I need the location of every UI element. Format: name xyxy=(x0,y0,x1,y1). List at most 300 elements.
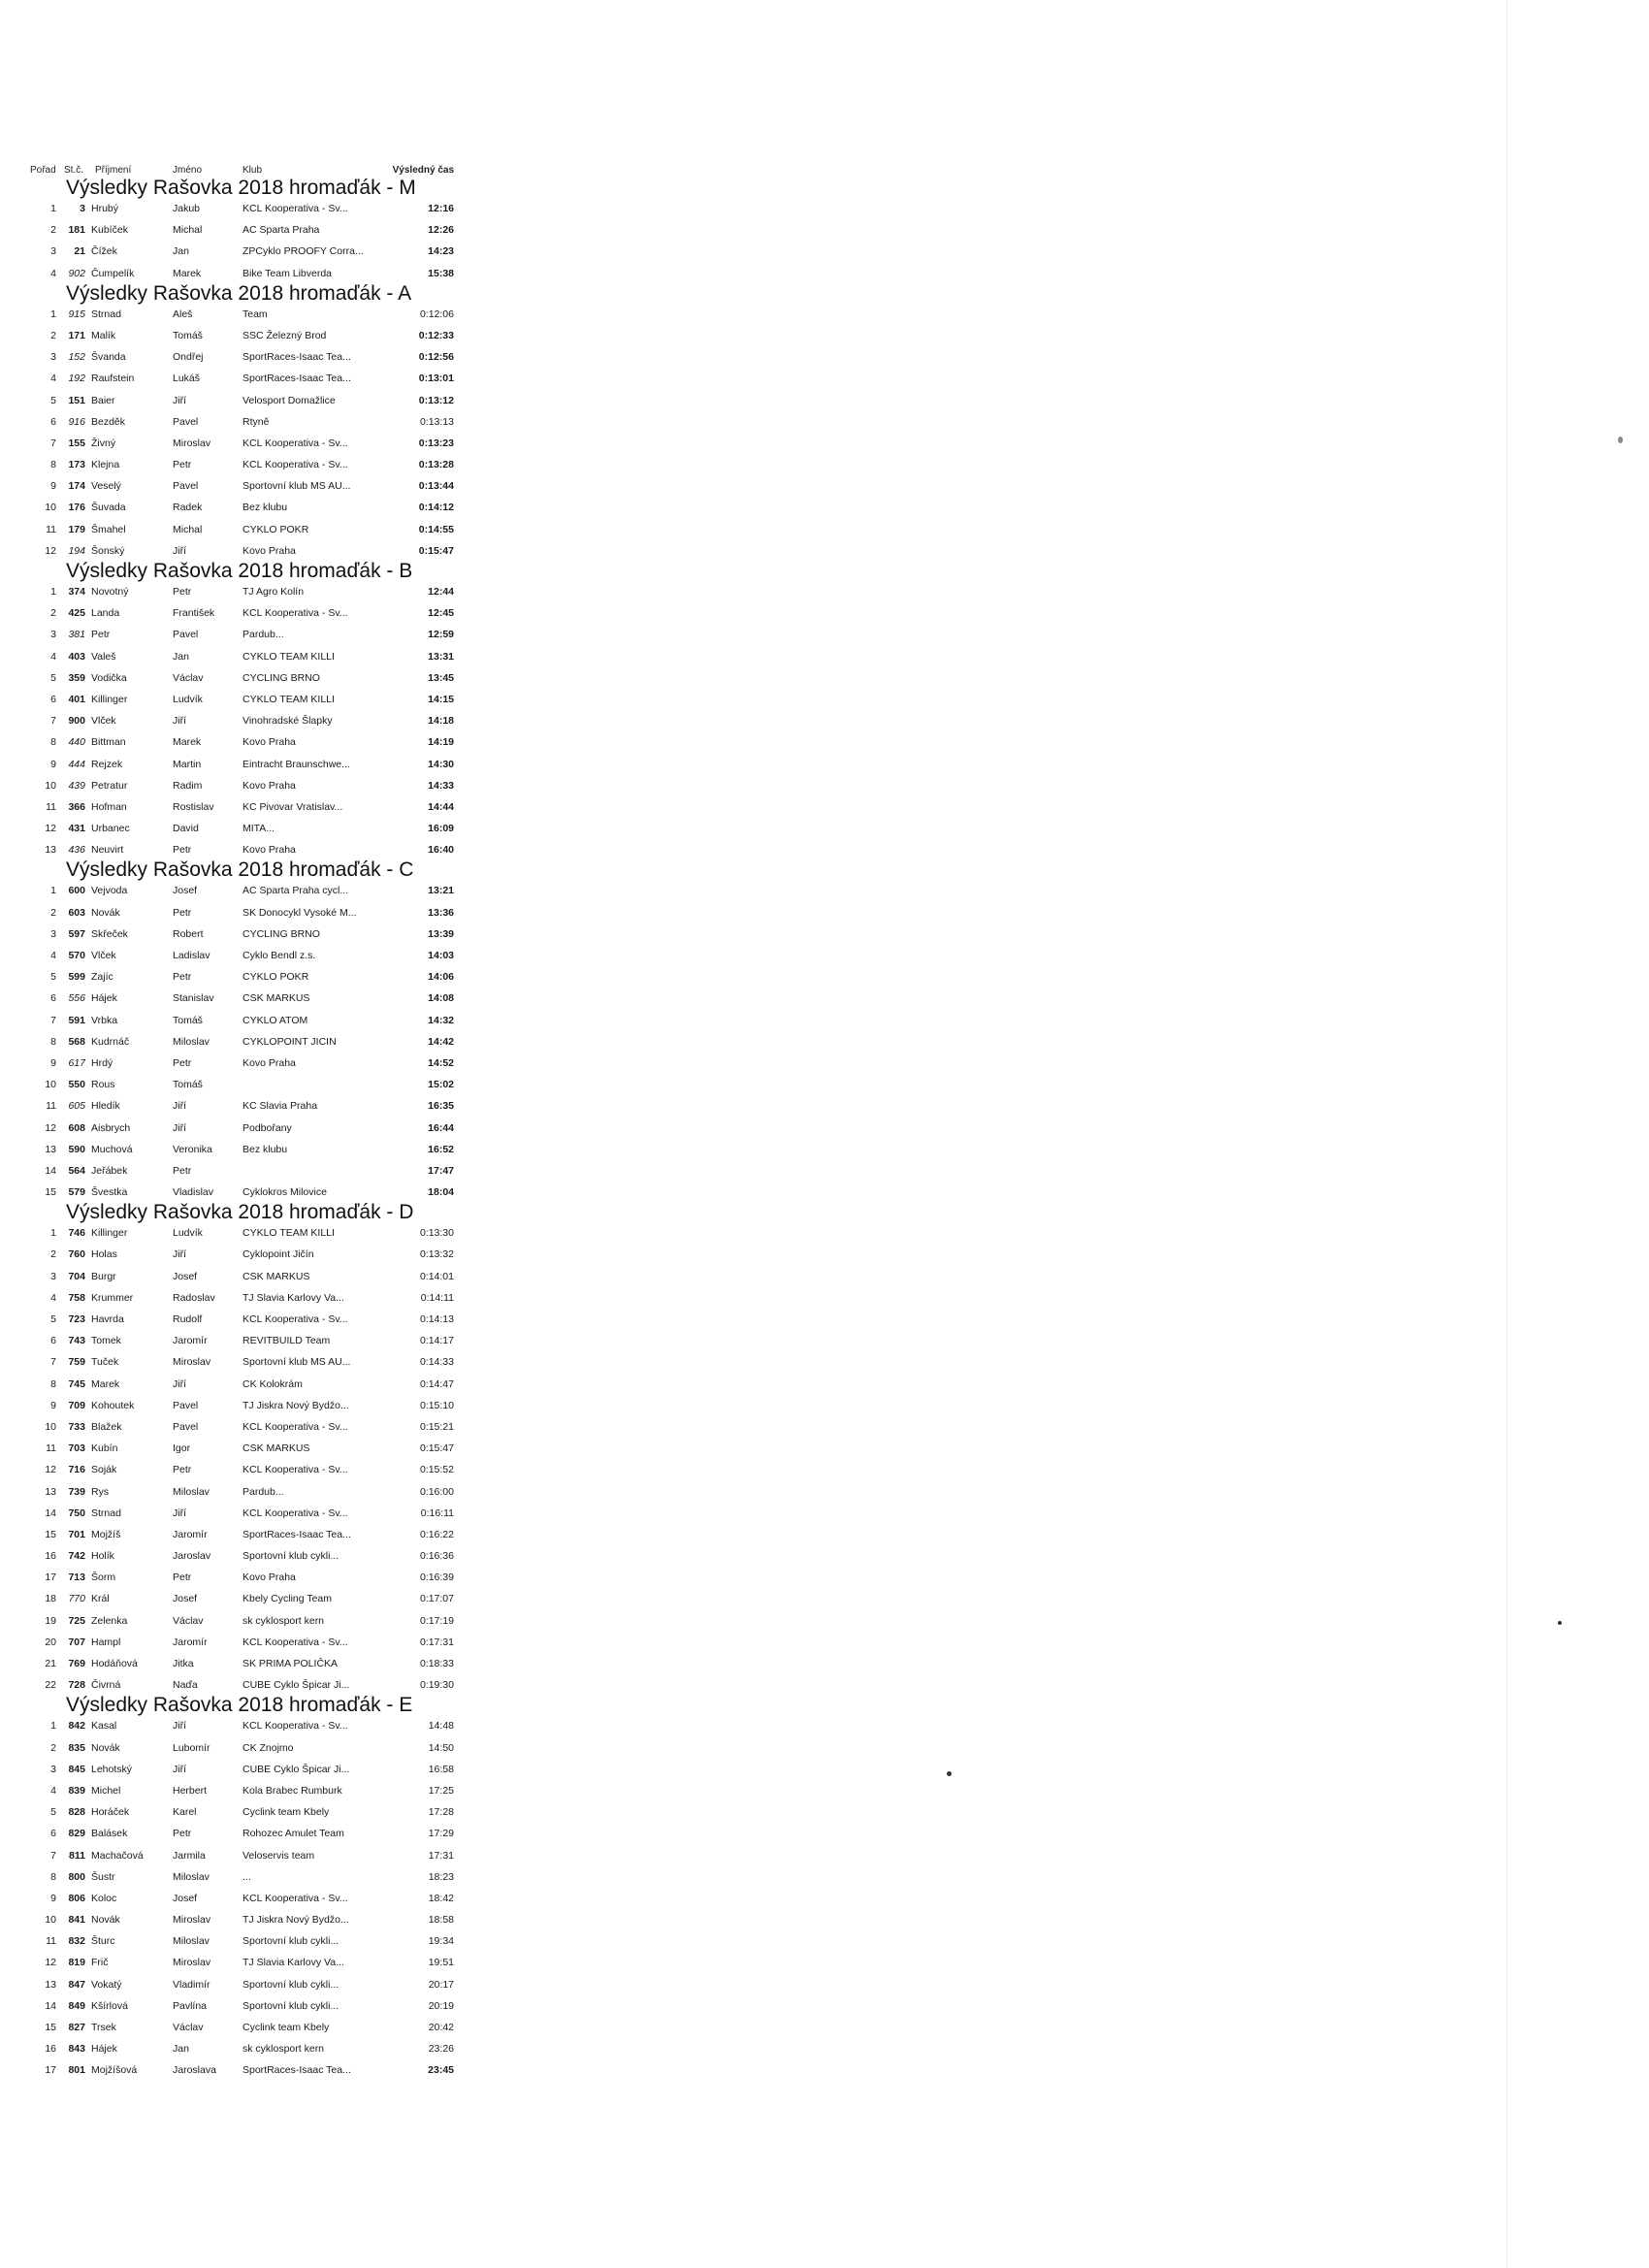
club-cell: Cyclink team Kbely xyxy=(242,2022,330,2033)
surname-cell: Vokatý xyxy=(91,1978,122,1991)
result-row xyxy=(27,2038,454,2059)
start-number-cell: 707 xyxy=(68,1636,85,1648)
surname-cell: Kohoutek xyxy=(91,1399,135,1411)
position-cell: 3 xyxy=(50,629,56,641)
firstname-cell: Aleš xyxy=(173,308,193,320)
firstname-cell: Pavel xyxy=(173,629,199,641)
position-cell: 12 xyxy=(45,1957,56,1969)
position-cell: 11 xyxy=(46,1100,56,1113)
result-row xyxy=(27,988,454,1009)
firstname-cell: Miloslav xyxy=(173,1035,210,1048)
time-cell: 13:31 xyxy=(428,650,454,663)
club-cell: CSK MARKUS xyxy=(242,1442,310,1455)
time-cell: 14:06 xyxy=(428,971,454,984)
column-header xyxy=(27,165,454,178)
time-cell: 0:13:23 xyxy=(418,437,454,449)
surname-cell: Hledík xyxy=(91,1100,120,1113)
surname-cell: Hampl xyxy=(91,1636,121,1648)
club-cell: KCL Kooperativa - Sv... xyxy=(242,1313,348,1325)
result-row xyxy=(27,263,454,284)
position-cell: 12 xyxy=(45,1464,56,1476)
start-number-cell: 701 xyxy=(68,1528,85,1540)
result-row xyxy=(27,796,454,818)
surname-cell: Killinger xyxy=(91,1227,128,1240)
start-number-cell: 847 xyxy=(68,1978,85,1991)
time-cell: 18:04 xyxy=(428,1186,454,1199)
firstname-cell: Rostislav xyxy=(173,800,214,813)
surname-cell: Kubín xyxy=(91,1442,118,1455)
club-cell: SportRaces-Isaac Tea... xyxy=(242,1528,351,1540)
result-row xyxy=(27,1888,454,1909)
surname-cell: Čumpelík xyxy=(91,267,135,279)
position-cell: 11 xyxy=(46,523,56,535)
surname-cell: Hofman xyxy=(91,800,127,813)
start-number-cell: 550 xyxy=(68,1079,85,1091)
firstname-cell: Rudolf xyxy=(173,1313,203,1325)
firstname-cell: Petr xyxy=(173,906,192,919)
club-cell: KCL Kooperativa - Sv... xyxy=(242,1636,348,1648)
start-number-cell: 845 xyxy=(68,1763,85,1775)
position-cell: 7 xyxy=(50,1356,56,1369)
club-cell: Bike Team Libverda xyxy=(242,267,333,279)
start-number-cell: 570 xyxy=(68,950,85,961)
time-cell: 0:15:47 xyxy=(419,1442,454,1455)
club-cell: SK PRIMA POLIČKA xyxy=(242,1658,339,1669)
scan-edge-line xyxy=(1506,0,1507,2268)
firstname-cell: Robert xyxy=(173,927,204,940)
club-cell: KCL Kooperativa - Sv... xyxy=(242,1420,348,1433)
firstname-cell: Josef xyxy=(173,1270,198,1282)
firstname-cell: Pavel xyxy=(173,480,199,493)
result-row xyxy=(27,1244,454,1265)
start-number-cell: 745 xyxy=(68,1377,85,1390)
club-cell: Bez klubu xyxy=(242,1143,288,1155)
firstname-cell: Vladislav xyxy=(173,1186,214,1199)
result-row xyxy=(27,1545,454,1567)
firstname-cell: František xyxy=(173,607,215,620)
position-cell: 14 xyxy=(45,1507,56,1519)
club-cell: KC Slavia Praha xyxy=(242,1100,318,1113)
firstname-cell: Petr xyxy=(173,1828,192,1840)
surname-cell: Bittman xyxy=(91,736,126,749)
club-cell: Kovo Praha xyxy=(242,1571,296,1584)
time-cell: 23:45 xyxy=(428,2064,454,2077)
firstname-cell: Pavel xyxy=(173,415,199,428)
result-row xyxy=(27,624,454,645)
start-number-cell: 916 xyxy=(68,415,85,428)
club-cell: KCL Kooperativa - Sv... xyxy=(242,437,348,449)
position-cell: 2 xyxy=(50,1248,56,1261)
start-number-cell: 713 xyxy=(68,1571,85,1584)
time-cell: 14:19 xyxy=(428,736,454,749)
position-cell: 2 xyxy=(50,1741,56,1754)
firstname-cell: Pavel xyxy=(173,1399,199,1411)
time-cell: 0:14:47 xyxy=(419,1377,454,1390)
position-cell: 4 xyxy=(50,373,56,385)
position-cell: 1 xyxy=(50,203,56,214)
result-row xyxy=(27,1952,454,1973)
club-cell: CK Kolokrám xyxy=(242,1377,303,1390)
position-cell: 10 xyxy=(45,1914,56,1927)
time-cell: 0:16:22 xyxy=(419,1528,454,1540)
club-cell: KCL Kooperativa - Sv... xyxy=(242,459,348,471)
time-cell: 14:18 xyxy=(428,715,454,728)
position-cell: 21 xyxy=(45,1658,56,1669)
club-cell: SportRaces-Isaac Tea... xyxy=(242,351,351,364)
start-number-cell: 811 xyxy=(69,1849,85,1862)
firstname-cell: Vladimír xyxy=(173,1978,210,1991)
position-cell: 6 xyxy=(50,992,56,1005)
start-number-cell: 599 xyxy=(68,971,85,984)
result-row xyxy=(27,1674,454,1696)
position-cell: 20 xyxy=(45,1636,56,1648)
position-cell: 17 xyxy=(45,1571,56,1584)
time-cell: 14:50 xyxy=(428,1741,454,1754)
start-number-cell: 556 xyxy=(68,992,85,1005)
club-cell: Kbely Cycling Team xyxy=(242,1593,333,1605)
surname-cell: Tomek xyxy=(91,1335,121,1347)
surname-cell: Vlček xyxy=(91,950,116,961)
time-cell: 0:18:33 xyxy=(419,1658,454,1669)
club-cell: SK Donocykl Vysoké M... xyxy=(242,906,357,919)
result-row xyxy=(27,1160,454,1182)
firstname-cell: Jiří xyxy=(173,1720,186,1733)
result-row xyxy=(27,1438,454,1459)
surname-cell: Zajíc xyxy=(91,971,113,984)
result-row xyxy=(27,667,454,689)
time-cell: 13:45 xyxy=(428,671,454,684)
results-section xyxy=(27,562,454,860)
start-number-cell: 597 xyxy=(68,927,85,940)
start-number-cell: 806 xyxy=(68,1892,85,1904)
club-cell: Sportovní klub cykli... xyxy=(242,1978,340,1991)
club-cell: TJ Slavia Karlovy Va... xyxy=(242,1291,344,1304)
time-cell: 0:14:33 xyxy=(419,1356,454,1369)
firstname-cell: Petr xyxy=(173,1464,192,1476)
header-club: Klub xyxy=(242,165,263,176)
firstname-cell: Jan xyxy=(173,650,189,663)
time-cell: 16:58 xyxy=(428,1763,454,1775)
surname-cell: Landa xyxy=(91,607,120,620)
time-cell: 0:15:21 xyxy=(419,1420,454,1433)
time-cell: 16:35 xyxy=(428,1100,454,1113)
club-cell: Cyklopoint Jičín xyxy=(242,1248,314,1261)
club-cell: CUBE Cyklo Špicar Ji... xyxy=(242,1679,350,1692)
result-row xyxy=(27,1801,454,1823)
result-row xyxy=(27,710,454,731)
section-title: Výsledky Rašovka 2018 hromaďák - M xyxy=(66,177,416,199)
club-cell: Kovo Praha xyxy=(242,779,296,792)
time-cell: 0:13:30 xyxy=(419,1227,454,1240)
time-cell: 0:12:06 xyxy=(419,308,454,320)
results-section xyxy=(27,860,454,1203)
start-number-cell: 600 xyxy=(68,885,85,897)
result-row xyxy=(27,1737,454,1759)
club-cell: ZPCyklo PROOFY Corra... xyxy=(242,245,364,258)
club-cell: CYCLING BRNO xyxy=(242,671,320,684)
surname-cell: Strnad xyxy=(91,308,121,320)
firstname-cell: Jarmila xyxy=(173,1849,206,1862)
firstname-cell: Jan xyxy=(173,2043,189,2056)
surname-cell: Novák xyxy=(91,1741,120,1754)
club-cell: MITA... xyxy=(242,823,275,835)
firstname-cell: Ludvík xyxy=(173,1227,203,1240)
surname-cell: Šustr xyxy=(91,1870,115,1883)
start-number-cell: 733 xyxy=(68,1420,85,1433)
result-row xyxy=(27,1715,454,1736)
start-number-cell: 832 xyxy=(68,1935,85,1948)
result-row xyxy=(27,519,454,540)
result-row xyxy=(27,1503,454,1524)
club-cell: CYKLOPOINT JICIN xyxy=(242,1035,337,1048)
result-row xyxy=(27,1823,454,1844)
firstname-cell: Jiří xyxy=(173,715,186,728)
time-cell: 20:19 xyxy=(428,1999,454,2012)
position-cell: 9 xyxy=(50,1399,56,1411)
surname-cell: Vlček xyxy=(91,715,116,728)
result-row xyxy=(27,1653,454,1674)
scan-speck xyxy=(1558,1621,1562,1625)
surname-cell: Rys xyxy=(91,1485,110,1498)
club-cell: Team xyxy=(242,308,268,320)
start-number-cell: 439 xyxy=(68,779,85,792)
start-number-cell: 605 xyxy=(68,1100,85,1113)
start-number-cell: 902 xyxy=(68,267,85,279)
start-number-cell: 716 xyxy=(68,1464,85,1476)
start-number-cell: 591 xyxy=(68,1014,85,1026)
firstname-cell: Lukáš xyxy=(173,373,201,385)
start-number-cell: 564 xyxy=(68,1164,85,1177)
firstname-cell: Jaroslava xyxy=(173,2064,216,2077)
result-row xyxy=(27,219,454,241)
firstname-cell: Miroslav xyxy=(173,437,211,449)
position-cell: 4 xyxy=(50,267,56,279)
result-row xyxy=(27,689,454,710)
position-cell: 5 xyxy=(50,1806,56,1819)
firstname-cell: Michal xyxy=(173,224,203,237)
result-row xyxy=(27,581,454,602)
firstname-cell: Miloslav xyxy=(173,1485,210,1498)
club-cell: sk cyklosport kern xyxy=(242,2043,325,2056)
firstname-cell: Jiří xyxy=(173,1763,186,1775)
firstname-cell: Jaromír xyxy=(173,1528,208,1540)
club-cell: SSC Železný Brod xyxy=(242,329,327,341)
position-cell: 12 xyxy=(45,1121,56,1134)
result-row xyxy=(27,1845,454,1866)
position-cell: 14 xyxy=(45,1164,56,1177)
surname-cell: Rejzek xyxy=(91,758,123,770)
time-cell: 23:26 xyxy=(428,2043,454,2056)
start-number-cell: 401 xyxy=(68,693,85,705)
result-row xyxy=(27,1780,454,1801)
start-number-cell: 839 xyxy=(68,1784,85,1797)
firstname-cell: Jaromír xyxy=(173,1636,208,1648)
firstname-cell: David xyxy=(173,823,199,835)
position-cell: 16 xyxy=(45,1550,56,1563)
start-number-cell: 617 xyxy=(68,1056,85,1069)
club-cell: KCL Kooperativa - Sv... xyxy=(242,1892,348,1904)
results-section xyxy=(27,1203,454,1696)
time-cell: 15:38 xyxy=(428,267,454,279)
surname-cell: Kubíček xyxy=(91,224,128,237)
position-cell: 5 xyxy=(50,671,56,684)
club-cell: CYKLO POKR xyxy=(242,971,309,984)
club-cell: CSK MARKUS xyxy=(242,1270,310,1282)
position-cell: 2 xyxy=(50,329,56,341)
start-number-cell: 842 xyxy=(68,1720,85,1733)
result-row xyxy=(27,497,454,518)
result-row xyxy=(27,945,454,966)
result-row xyxy=(27,540,454,562)
position-cell: 12 xyxy=(45,823,56,835)
club-cell: KCL Kooperativa - Sv... xyxy=(242,1720,348,1733)
club-cell: Veloservis team xyxy=(242,1849,315,1862)
surname-cell: Šuvada xyxy=(91,502,126,514)
position-cell: 1 xyxy=(50,586,56,598)
start-number-cell: 900 xyxy=(68,715,85,728)
section-title: Výsledky Rašovka 2018 hromaďák - B xyxy=(66,560,413,582)
club-cell: Sportovní klub cykli... xyxy=(242,1999,340,2012)
result-row xyxy=(27,1416,454,1438)
time-cell: 12:16 xyxy=(428,203,454,214)
club-cell: Pardub... xyxy=(242,629,284,641)
surname-cell: Vrbka xyxy=(91,1014,118,1026)
firstname-cell: Václav xyxy=(173,671,204,684)
time-cell: 20:17 xyxy=(428,1978,454,1991)
start-number-cell: 444 xyxy=(68,758,85,770)
club-cell: CYKLO POKR xyxy=(242,523,309,535)
start-number-cell: 769 xyxy=(68,1658,85,1669)
surname-cell: Živný xyxy=(91,437,116,449)
club-cell: Cyklokros Milovice xyxy=(242,1186,327,1199)
firstname-cell: Ladislav xyxy=(173,950,210,961)
position-cell: 8 xyxy=(50,736,56,749)
start-number-cell: 829 xyxy=(68,1828,85,1840)
results-sheet xyxy=(27,165,454,2082)
start-number-cell: 155 xyxy=(68,437,85,449)
position-cell: 1 xyxy=(50,308,56,320)
firstname-cell: Jiří xyxy=(173,544,186,557)
position-cell: 4 xyxy=(50,950,56,961)
time-cell: 12:26 xyxy=(428,224,454,237)
surname-cell: Šmahel xyxy=(91,523,126,535)
firstname-cell: Petr xyxy=(173,844,192,857)
result-row xyxy=(27,880,454,901)
club-cell: Vinohradské Šlapky xyxy=(242,715,333,728)
header-position: Pořad xyxy=(30,165,56,176)
time-cell: 14:48 xyxy=(428,1720,454,1733)
time-cell: 0:14:12 xyxy=(418,502,454,514)
surname-cell: Machačová xyxy=(91,1849,144,1862)
start-number-cell: 739 xyxy=(68,1485,85,1498)
position-cell: 4 xyxy=(50,1784,56,1797)
position-cell: 16 xyxy=(45,2043,56,2056)
position-cell: 15 xyxy=(45,1528,56,1540)
position-cell: 10 xyxy=(45,1420,56,1433)
time-cell: 0:16:36 xyxy=(419,1550,454,1563)
firstname-cell: Josef xyxy=(173,885,198,897)
position-cell: 5 xyxy=(50,1313,56,1325)
firstname-cell: Ludvík xyxy=(173,693,203,705)
surname-cell: Hájek xyxy=(91,992,117,1005)
club-cell: Sportovní klub MS AU... xyxy=(242,1356,351,1369)
position-cell: 12 xyxy=(45,544,56,557)
firstname-cell: Josef xyxy=(173,1593,198,1605)
start-number-cell: 835 xyxy=(68,1741,85,1754)
club-cell: REVITBUILD Team xyxy=(242,1335,331,1347)
surname-cell: Veselý xyxy=(91,480,121,493)
surname-cell: Zelenka xyxy=(91,1614,128,1627)
result-row xyxy=(27,346,454,368)
result-row xyxy=(27,1995,454,2017)
surname-cell: Čížek xyxy=(91,245,117,258)
position-cell: 7 xyxy=(50,715,56,728)
firstname-cell: Petr xyxy=(173,459,192,471)
firstname-cell: Jiří xyxy=(173,1248,186,1261)
result-row xyxy=(27,966,454,988)
club-cell: Cyklo Bendl z.s. xyxy=(242,950,316,961)
section-title: Výsledky Rašovka 2018 hromaďák - E xyxy=(66,1694,413,1717)
start-number-cell: 403 xyxy=(68,650,85,663)
result-row xyxy=(27,2059,454,2081)
result-row xyxy=(27,1010,454,1031)
time-cell: 20:42 xyxy=(428,2022,454,2033)
position-cell: 15 xyxy=(45,2022,56,2033)
start-number-cell: 194 xyxy=(68,544,85,557)
firstname-cell: Marek xyxy=(173,267,202,279)
position-cell: 8 xyxy=(50,1870,56,1883)
start-number-cell: 603 xyxy=(68,906,85,919)
club-cell: TJ Agro Kolín xyxy=(242,586,305,598)
surname-cell: Šorm xyxy=(91,1571,116,1584)
club-cell: Kola Brabec Rumburk xyxy=(242,1784,342,1797)
position-cell: 3 xyxy=(50,351,56,364)
club-cell: CUBE Cyklo Špicar Ji... xyxy=(242,1763,350,1775)
start-number-cell: 723 xyxy=(68,1313,85,1325)
surname-cell: Muchová xyxy=(91,1143,133,1155)
time-cell: 0:15:10 xyxy=(419,1399,454,1411)
time-cell: 17:31 xyxy=(428,1849,454,1862)
club-cell: CYKLO ATOM xyxy=(242,1014,308,1026)
start-number-cell: 173 xyxy=(68,459,85,471)
club-cell: KCL Kooperativa - Sv... xyxy=(242,607,348,620)
position-cell: 14 xyxy=(45,1999,56,2012)
firstname-cell: Jiří xyxy=(173,1100,186,1113)
club-cell: Kovo Praha xyxy=(242,736,296,749)
surname-cell: Hrubý xyxy=(91,203,119,214)
surname-cell: Malík xyxy=(91,329,116,341)
result-row xyxy=(27,1974,454,1995)
firstname-cell: Jiří xyxy=(173,1377,186,1390)
surname-cell: Krummer xyxy=(91,1291,134,1304)
position-cell: 15 xyxy=(45,1186,56,1199)
result-row xyxy=(27,1182,454,1203)
position-cell: 6 xyxy=(50,1335,56,1347)
club-cell: ... xyxy=(242,1870,251,1883)
time-cell: 0:14:11 xyxy=(420,1291,454,1304)
club-cell: CSK MARKUS xyxy=(242,992,310,1005)
position-cell: 9 xyxy=(50,480,56,493)
section-title: Výsledky Rašovka 2018 hromaďák - C xyxy=(66,859,414,882)
start-number-cell: 579 xyxy=(68,1186,85,1199)
position-cell: 4 xyxy=(50,650,56,663)
firstname-cell: Miroslav xyxy=(173,1914,211,1927)
result-row xyxy=(27,2017,454,2038)
result-row xyxy=(27,390,454,411)
start-number-cell: 760 xyxy=(68,1248,85,1261)
position-cell: 6 xyxy=(50,1828,56,1840)
club-cell: KCL Kooperativa - Sv... xyxy=(242,1464,348,1476)
